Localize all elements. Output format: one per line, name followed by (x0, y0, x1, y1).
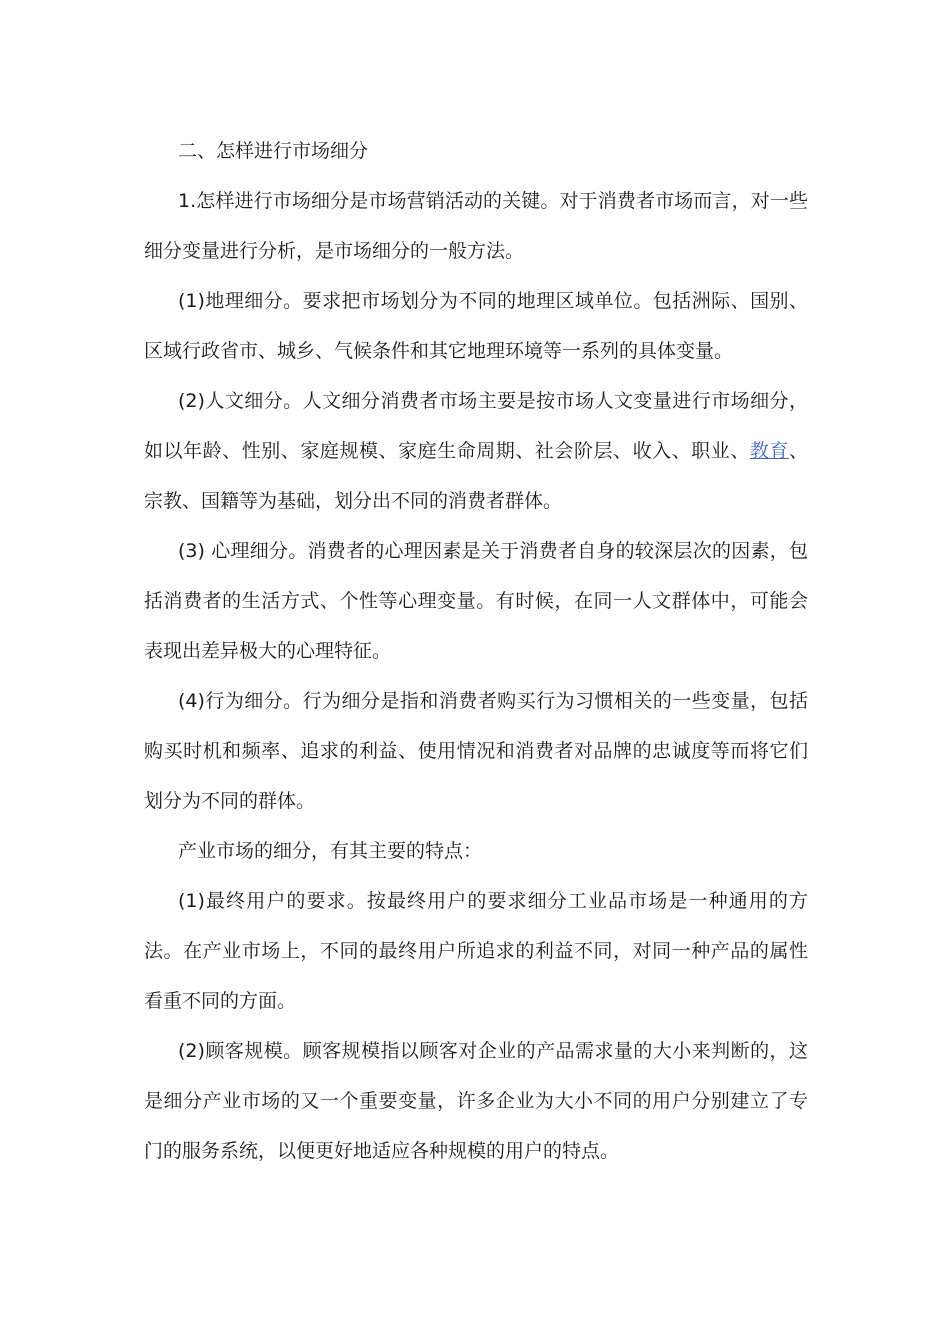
paragraph-behavioral: (4)行为细分。行为细分是指和消费者购买行为习惯相关的一些变量，包括购买时机和频率、追求的利益、使用情况和消费者对品牌的忠诚度等而将它们划分为不同的群体。 (144, 690, 808, 812)
paragraph-psychographic: (3) 心理细分。消费者的心理因素是关于消费者自身的较深层次的因素，包括消费者的生活方式、个性等心理变量。有时候，在同一人文群体中，可能会表现出差异极大的心理特征。 (144, 540, 808, 662)
paragraph-geographic: (1)地理细分。要求把市场划分为不同的地理区域单位。包括洲际、国别、区域行政省市、城乡、气候条件和其它地理环境等一系列的具体变量。 (144, 290, 808, 362)
section-heading: 二、怎样进行市场细分 (178, 140, 369, 162)
paragraph-industrial-intro: 产业市场的细分，有其主要的特点： (178, 840, 483, 862)
paragraph-demographic-text-after: 、宗教、国籍等为基础，划分出不同的消费者群体。 (144, 440, 808, 512)
paragraph-demographic-text-before: (2)人文细分。人文细分消费者市场主要是按市场人文变量进行市场细分，如以年龄、性别、家庭规模、家庭生命周期、社会阶层、收入、职业、 (144, 390, 808, 462)
paragraph-customer-size: (2)顾客规模。顾客规模指以顾客对企业的产品需求量的大小来判断的，这是细分产业市场的又一个重要变量，许多企业为大小不同的用户分别建立了专门的服务系统，以便更好地适应各种规模的用户的特点。 (144, 1040, 808, 1162)
document-body (144, 126, 808, 1176)
paragraph-intro: 1.怎样进行市场细分是市场营销活动的关键。对于消费者市场而言，对一些细分变量进行分析，是市场细分的一般方法。 (144, 190, 808, 262)
paragraph-demographic (144, 376, 808, 526)
education-link[interactable]: 教育 (749, 440, 789, 462)
paragraph-end-user: (1)最终用户的要求。按最终用户的要求细分工业品市场是一种通用的方法。在产业市场上，不同的最终用户所追求的利益不同，对同一种产品的属性看重不同的方面。 (144, 890, 808, 1012)
